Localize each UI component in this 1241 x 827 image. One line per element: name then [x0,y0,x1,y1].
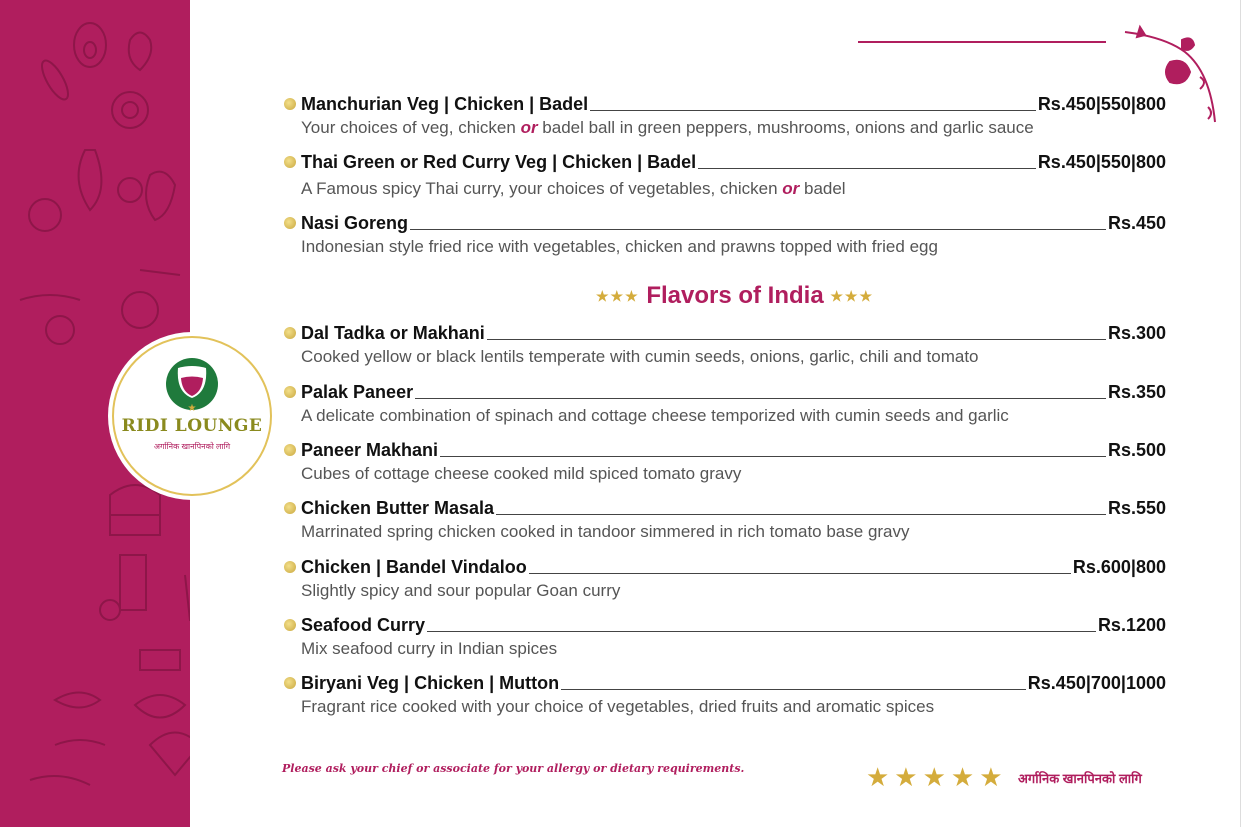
leader-line [415,398,1106,399]
leader-line [590,110,1036,111]
leader-line [487,339,1106,340]
item-price: Rs.450|550|800 [1037,94,1166,114]
item-name: Thai Green or Red Curry Veg | Chicken | Badel [301,152,697,172]
leader-line [561,689,1026,690]
menu-item [284,212,1166,257]
bullet-icon [284,561,296,573]
menu-item [284,556,1166,601]
item-description: A Famous spicy Thai curry, your choices of vegetables, chicken or badel [301,179,846,198]
leader-line [496,514,1106,515]
leader-line [427,631,1096,632]
item-price: Rs.600|800 [1072,557,1166,577]
leader-line [529,573,1071,574]
section-heading [580,282,890,310]
logo-tagline: अर्गानिक खानपिनको लागि [153,442,231,451]
decorative-top-line [858,41,1106,43]
footer-branding [866,762,1142,793]
item-price: Rs.550 [1107,498,1166,518]
item-price: Rs.500 [1107,440,1166,460]
item-price: Rs.450|550|800 [1037,152,1166,172]
item-price: Rs.1200 [1097,615,1166,635]
bullet-icon [284,677,296,689]
item-description: A delicate combination of spinach and cottage cheese temporized with cumin seeds and garlic [301,406,1009,425]
stars-right: ★★★ [830,288,875,305]
item-name: Palak Paneer [301,382,414,402]
menu-item [284,614,1166,659]
item-description: Cooked yellow or black lentils temperate with cumin seeds, onions, garlic, chili and tomato [301,347,979,366]
item-name: Chicken Butter Masala [301,498,495,518]
section-title: Flavors of India [646,282,824,309]
item-description: Indonesian style fried rice with vegetables, chicken and prawns topped with fried egg [301,237,938,256]
item-price: Rs.350 [1107,382,1166,402]
item-name: Dal Tadka or Makhani [301,323,485,343]
item-price: Rs.450|700|1000 [1027,673,1166,693]
bullet-icon [284,619,296,631]
item-description: Marrinated spring chicken cooked in tandoor simmered in rich tomato base gravy [301,522,910,541]
wine-glass-logo-icon [160,356,224,414]
menu-item [284,497,1166,542]
bullet-icon [284,98,296,110]
footer-tagline: अर्गानिक खानपिनको लागि [1018,770,1142,786]
item-description: Fragrant rice cooked with your choice of vegetables, dried fruits and aromatic spices [301,697,935,716]
item-name: Manchurian Veg | Chicken | Badel [301,94,589,114]
bullet-icon [284,327,296,339]
item-description: Cubes of cottage cheese cooked mild spiced tomato gravy [301,464,742,483]
item-price: Rs.300 [1107,323,1166,343]
stars-left: ★★★ [595,288,640,305]
item-price: Rs.450 [1107,213,1166,233]
ridi-lounge-logo [112,336,272,496]
item-description: Slightly spicy and sour popular Goan curry [301,581,621,600]
menu-item [284,151,1166,199]
menu-item [284,322,1166,367]
bullet-icon [284,386,296,398]
menu-item [284,439,1166,484]
item-name: Paneer Makhani [301,440,439,460]
item-name: Biryani Veg | Chicken | Mutton [301,673,560,693]
leader-line [410,229,1106,230]
menu-item [284,93,1166,138]
bullet-icon [284,156,296,168]
rating-stars: ★★★★★ [866,762,1008,792]
leader-line [440,456,1106,457]
item-description: Your choices of veg, chicken or badel ball in green peppers, mushrooms, onions and garlic sauce [301,118,1034,137]
bullet-icon [284,502,296,514]
item-description: Mix seafood curry in Indian spices [301,639,558,658]
item-name: Nasi Goreng [301,213,409,233]
bullet-icon [284,444,296,456]
leader-line [698,168,1036,169]
menu-item [284,672,1166,717]
item-name: Chicken | Bandel Vindaloo [301,557,527,577]
allergy-note: Please ask your chief or associate for your allergy or dietary requirements. [282,762,745,775]
logo-brand-name: RIDI LOUNGE [121,416,263,436]
svg-text:★: ★ [187,403,197,414]
bullet-icon [284,217,296,229]
menu-item [284,381,1166,426]
item-name: Seafood Curry [301,615,426,635]
